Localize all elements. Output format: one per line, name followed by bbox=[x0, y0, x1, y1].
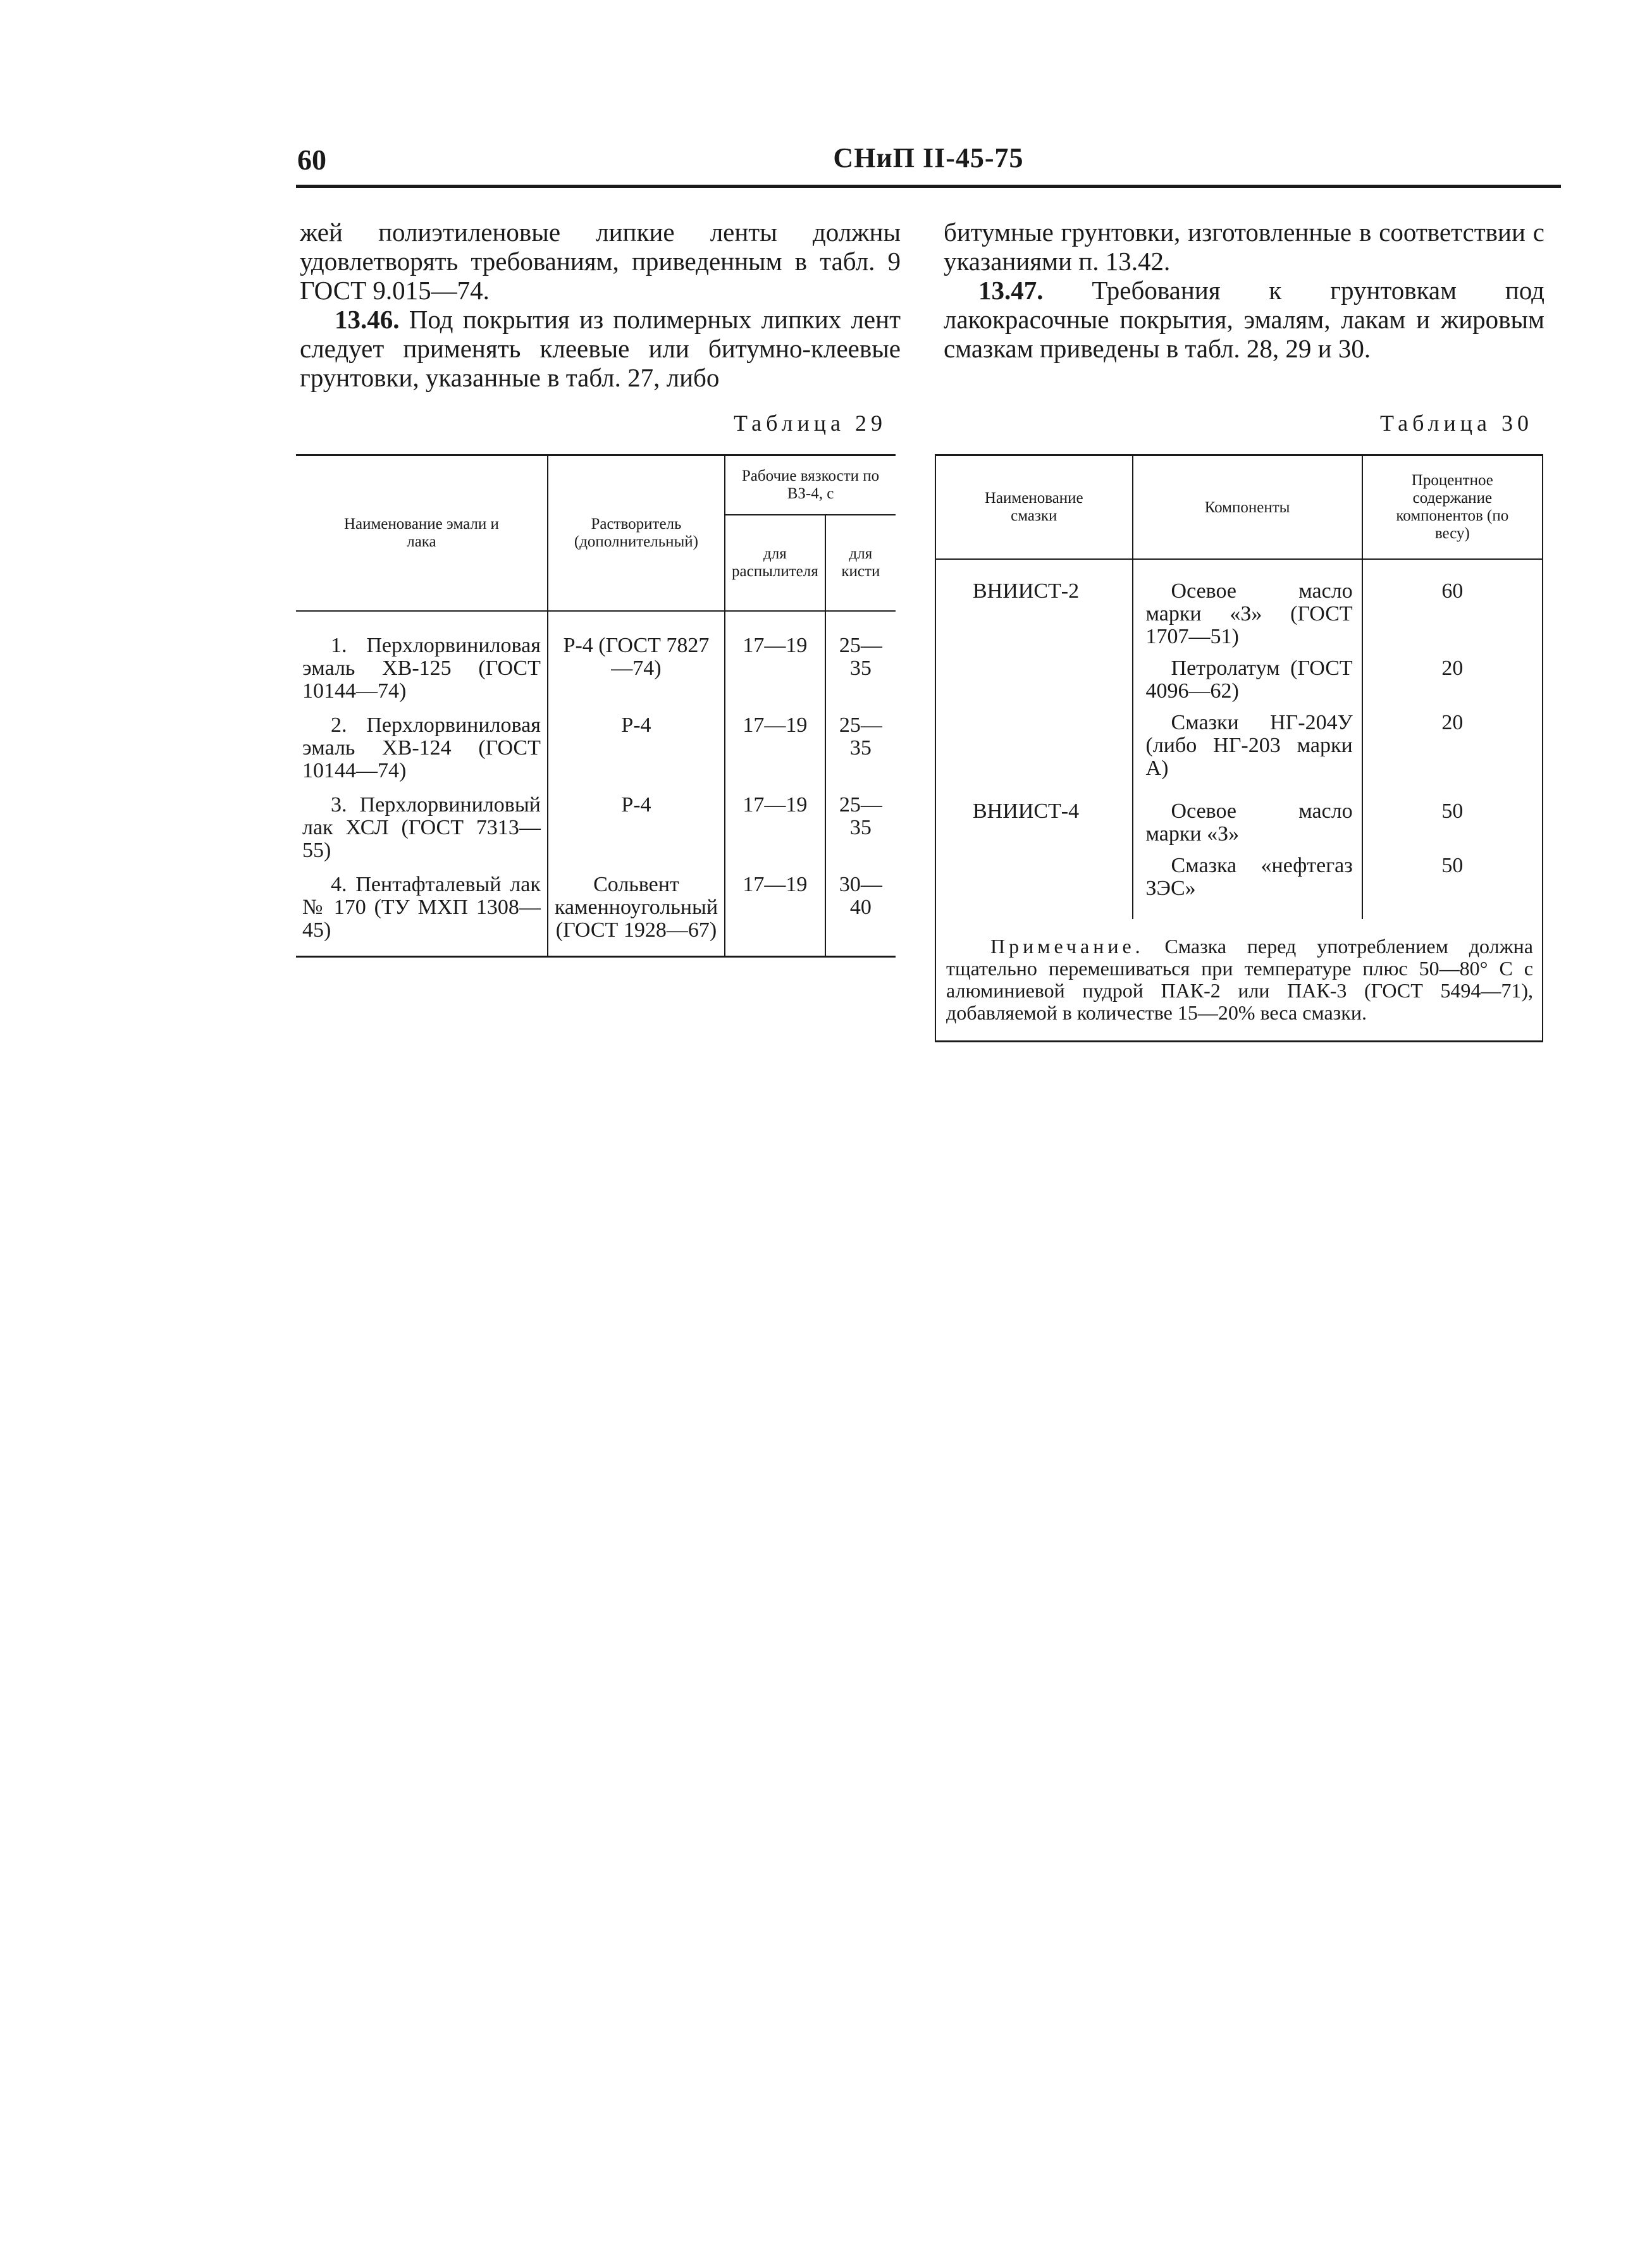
table-row bbox=[296, 867, 896, 957]
header-brush: для кисти bbox=[825, 515, 896, 611]
name-cell: 2. Перхлорвиниловая эмаль ХВ-124 (ГОСТ 10144—74) bbox=[296, 708, 548, 787]
clause-13-47 bbox=[944, 276, 1544, 363]
table-30 bbox=[935, 454, 1543, 1042]
clause-number: 13.46. bbox=[335, 305, 400, 334]
percent-cell: 50 bbox=[1362, 785, 1543, 851]
lubricant-name-cell: ВНИИСТ-4 bbox=[935, 785, 1133, 851]
name-cell: 3. Перхлорвиниловый лак ХСЛ (ГОСТ 7313—55) bbox=[296, 787, 548, 867]
name-cell: 1. Перхлорвиниловая эмаль ХВ-125 (ГОСТ 10144—74) bbox=[296, 611, 548, 708]
percent-cell: 60 bbox=[1362, 565, 1543, 653]
clause-13-46 bbox=[300, 305, 901, 392]
brush-viscosity-cell: 25—35 bbox=[825, 708, 896, 787]
percent-cell: 50 bbox=[1362, 851, 1543, 919]
brush-viscosity-cell: 25—35 bbox=[825, 787, 896, 867]
header-percent: Процентное содержание компонентов (по весу) bbox=[1362, 455, 1543, 560]
table-row bbox=[935, 565, 1543, 653]
table-row bbox=[935, 785, 1543, 851]
table-29-caption: Таблица 29 bbox=[734, 410, 887, 436]
lubricant-name-cell bbox=[935, 708, 1133, 785]
table-note-row bbox=[935, 919, 1543, 1042]
solvent-cell: Р-4 bbox=[548, 787, 725, 867]
table-29 bbox=[296, 454, 896, 958]
table-row bbox=[935, 708, 1543, 785]
separator-cell bbox=[1133, 559, 1362, 565]
spray-viscosity-cell: 17—19 bbox=[725, 867, 825, 957]
page-header bbox=[296, 140, 1561, 188]
header-spray: для распылителя bbox=[725, 515, 825, 611]
component-cell: Смазки НГ-204У (либо НГ-203 марки А) bbox=[1133, 708, 1362, 785]
brush-viscosity-cell: 30—40 bbox=[825, 867, 896, 957]
running-title: СНиП II-45-75 bbox=[833, 142, 1024, 173]
note-text: Смазка перед употреблением должна тщательно перемешиваться при температуре плюс 50—80° С с алюминиевой пудрой ПАК-2 или ПАК-3 (ГОСТ 5494—71), добавляемой в количестве 15—20% веса смазки. bbox=[946, 935, 1533, 1024]
separator-cell bbox=[935, 559, 1133, 565]
table-row bbox=[296, 787, 896, 867]
solvent-cell: Сольвент каменноугольный (ГОСТ 1928—67) bbox=[548, 867, 725, 957]
continued-paragraph: жей полиэтиленовые липкие ленты должны удовлетворять требованиям, приведенным в табл. 9 ГОСТ 9.015—74. bbox=[300, 218, 901, 305]
lubricant-name-cell bbox=[935, 851, 1133, 919]
header-viscosity: Рабочие вязкости по ВЗ-4, с bbox=[725, 455, 896, 515]
table-row bbox=[935, 851, 1543, 919]
clause-text: Требования к грунтовкам под лакокрасочные покрытия, эмалям, лакам и жировым смазкам приведены в табл. 28, 29 и 30. bbox=[944, 276, 1544, 363]
page-number: 60 bbox=[297, 144, 326, 176]
table-row bbox=[935, 653, 1543, 708]
table-row bbox=[296, 708, 896, 787]
component-cell: Смазка «нефтегаз ЗЭС» bbox=[1133, 851, 1362, 919]
header-solvent: Растворитель (дополнительный) bbox=[548, 455, 725, 612]
spray-viscosity-cell: 17—19 bbox=[725, 708, 825, 787]
clause-number: 13.47. bbox=[978, 276, 1044, 305]
spray-viscosity-cell: 17—19 bbox=[725, 611, 825, 708]
lubricant-name-cell: ВНИИСТ-2 bbox=[935, 565, 1133, 653]
continued-paragraph: битумные грунтовки, изготовленные в соответствии с указаниями п. 13.42. bbox=[944, 218, 1544, 276]
table-30-caption: Таблица 30 bbox=[1380, 410, 1533, 436]
component-cell: Петролатум (ГОСТ 4096—62) bbox=[1133, 653, 1362, 708]
clause-text: Под покрытия из полимерных липких лент следует применять клеевые или битумно-клеевые грунтовки, указанные в табл. 27, либо bbox=[300, 305, 901, 392]
header-separator bbox=[935, 559, 1543, 565]
lubricant-name-cell bbox=[935, 653, 1133, 708]
note-label: Примечание. bbox=[990, 935, 1144, 958]
solvent-cell: Р-4 (ГОСТ 7827—74) bbox=[548, 611, 725, 708]
table-note bbox=[935, 919, 1543, 1042]
brush-viscosity-cell: 25—35 bbox=[825, 611, 896, 708]
name-cell: 4. Пентафталевый лак № 170 (ТУ МХП 1308—45) bbox=[296, 867, 548, 957]
header-name: Наименование эмали и лака bbox=[296, 455, 548, 612]
right-column-text bbox=[944, 218, 1544, 363]
percent-cell: 20 bbox=[1362, 653, 1543, 708]
table-row bbox=[296, 611, 896, 708]
separator-cell bbox=[1362, 559, 1543, 565]
component-cell: Осевое масло марки «З» bbox=[1133, 785, 1362, 851]
spray-viscosity-cell: 17—19 bbox=[725, 787, 825, 867]
header-name: Наименование смазки bbox=[935, 455, 1133, 560]
component-cell: Осевое масло марки «З» (ГОСТ 1707—51) bbox=[1133, 565, 1362, 653]
left-column-text bbox=[300, 218, 901, 392]
solvent-cell: Р-4 bbox=[548, 708, 725, 787]
percent-cell: 20 bbox=[1362, 708, 1543, 785]
header-components: Компоненты bbox=[1133, 455, 1362, 560]
